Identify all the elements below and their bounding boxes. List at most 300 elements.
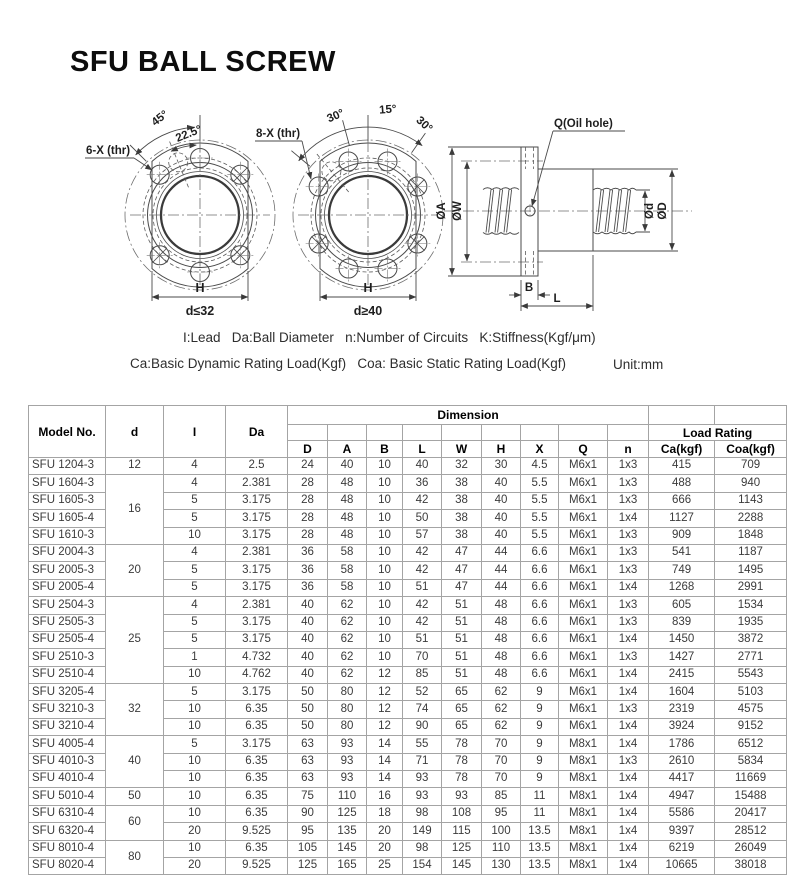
cell-dim: 40 [288,597,328,614]
cell-dim: 1x3 [608,492,649,509]
cell-model: SFU 8010-4 [29,840,106,857]
cell-dim: 47 [442,579,482,596]
cell-dim: 40 [482,492,521,509]
cell-coa: 2288 [715,510,787,527]
cell-dim: M6x1 [559,718,608,735]
cell-da: 3.175 [226,579,288,596]
header-spacer [521,425,559,441]
cell-dim: 9 [521,718,559,735]
cell-dim: 5.5 [521,492,559,509]
cell-dim: 149 [403,823,442,840]
cell-dim: 10 [367,510,403,527]
cell-lead: 10 [164,753,226,770]
cell-coa: 5103 [715,684,787,701]
cell-da: 2.381 [226,475,288,492]
cell-coa: 20417 [715,805,787,822]
cell-dim: 70 [482,736,521,753]
cell-dim: 40 [403,458,442,475]
cell-da: 6.35 [226,753,288,770]
header-spacer [715,406,787,425]
cell-model: SFU 3205-4 [29,684,106,701]
cell-dim: 40 [288,666,328,683]
cell-coa: 2771 [715,649,787,666]
page-title: SFU BALL SCREW [70,46,336,78]
cell-ca: 1127 [649,510,715,527]
cell-dim: 36 [403,475,442,492]
cell-lead: 10 [164,788,226,805]
header-dim-col: Q [559,441,608,458]
cell-model: SFU 5010-4 [29,788,106,805]
cell-dim: 80 [328,684,367,701]
cell-dim: M8x1 [559,805,608,822]
flange-front-view-8 [255,103,443,318]
cell-coa: 6512 [715,736,787,753]
bolt-holes-6 [147,145,254,285]
cell-dim: 50 [403,510,442,527]
header-da: Da [226,406,288,458]
cell-dim: 10 [367,614,403,631]
cell-dim: 95 [482,805,521,822]
cell-da: 6.35 [226,771,288,788]
cell-model: SFU 4010-3 [29,753,106,770]
h-dim-label-right: H [363,281,373,295]
spec-table [28,405,787,875]
cell-ca: 4417 [649,771,715,788]
header-dim-col: W [442,441,482,458]
cell-dim: 93 [328,771,367,788]
condition-label-right: d≥40 [353,304,383,318]
cell-dim: 1x3 [608,597,649,614]
cell-dim: 28 [288,510,328,527]
cell-lead: 5 [164,736,226,753]
cell-lead: 4 [164,544,226,561]
header-dim-col: A [328,441,367,458]
dia-d-small-label: Ød [644,203,656,219]
cell-lead: 20 [164,823,226,840]
cell-model: SFU 3210-4 [29,718,106,735]
cell-dim: 78 [442,753,482,770]
cell-dim: 44 [482,562,521,579]
cell-coa: 4575 [715,701,787,718]
cell-dim: 40 [288,649,328,666]
header-dim-col: n [608,441,649,458]
cell-ca: 1604 [649,684,715,701]
cell-dim: 36 [288,544,328,561]
cell-dim: 9 [521,753,559,770]
cell-dim: M6x1 [559,562,608,579]
cell-dim: 12 [367,701,403,718]
cell-dim: M6x1 [559,510,608,527]
cell-d: 25 [106,597,164,684]
cell-dim: 1x3 [608,527,649,544]
cell-dim: 20 [367,823,403,840]
cell-dim: 13.5 [521,840,559,857]
cell-dim: 1x4 [608,579,649,596]
cell-dim: 10 [367,562,403,579]
cell-dim: 70 [482,753,521,770]
cell-dim: M8x1 [559,788,608,805]
cell-d: 32 [106,684,164,736]
cell-model: SFU 4010-4 [29,771,106,788]
cell-da: 3.175 [226,614,288,631]
cell-dim: 51 [403,579,442,596]
cell-coa: 5543 [715,666,787,683]
cell-dim: 93 [442,788,482,805]
cell-dim: M8x1 [559,840,608,857]
cell-dim: 14 [367,736,403,753]
cell-dim: 125 [288,857,328,874]
cell-dim: 10 [367,649,403,666]
cell-dim: 93 [403,788,442,805]
cell-dim: 51 [442,597,482,614]
condition-label-left: d≤32 [185,304,215,318]
cell-dim: 36 [288,562,328,579]
cell-dim: 63 [288,753,328,770]
cell-dim: 130 [482,857,521,874]
cell-da: 6.35 [226,805,288,822]
cell-dim: 10 [367,544,403,561]
cell-dim: 42 [403,597,442,614]
cell-dim: 42 [403,562,442,579]
cell-dim: 98 [403,840,442,857]
cell-ca: 10665 [649,857,715,874]
cell-ca: 488 [649,475,715,492]
cell-dim: 28 [288,492,328,509]
cell-dim: 10 [367,458,403,475]
cell-lead: 5 [164,684,226,701]
cell-dim: 28 [288,475,328,492]
cell-dim: 48 [328,527,367,544]
cell-dim: M6x1 [559,701,608,718]
cell-dim: 12 [367,684,403,701]
cell-coa: 940 [715,475,787,492]
cell-dim: 6.6 [521,544,559,561]
cell-dim: 50 [288,718,328,735]
cell-dim: M6x1 [559,579,608,596]
cell-dim: 5.5 [521,527,559,544]
angle-label-30-right: 30° [413,114,435,136]
cell-dim: 1x3 [608,614,649,631]
cell-dim: 38 [442,510,482,527]
cell-dim: 80 [328,701,367,718]
cell-dim: 13.5 [521,823,559,840]
cell-model: SFU 1604-3 [29,475,106,492]
cell-dim: 125 [328,805,367,822]
cell-dim: 16 [367,788,403,805]
cell-dim: 30 [482,458,521,475]
cell-dim: 1x3 [608,544,649,561]
cell-dim: 6.6 [521,649,559,666]
cell-da: 3.175 [226,736,288,753]
cell-coa: 1848 [715,527,787,544]
cell-dim: M6x1 [559,492,608,509]
cell-coa: 11669 [715,771,787,788]
legend-line-2: Ca:Basic Dynamic Rating Load(Kgf) Coa: Basic Static Rating Load(Kgf) [130,356,566,371]
header-spacer [482,425,521,441]
cell-lead: 4 [164,597,226,614]
cell-dim: 1x3 [608,701,649,718]
cell-lead: 10 [164,805,226,822]
cell-coa: 28512 [715,823,787,840]
cell-ca: 9397 [649,823,715,840]
cell-dim: 50 [288,701,328,718]
cell-dim: 9 [521,771,559,788]
cell-dim: 38 [442,492,482,509]
cell-dim: 145 [328,840,367,857]
cell-dim: 50 [288,684,328,701]
cell-dim: 93 [328,736,367,753]
header-spacer [442,425,482,441]
cell-da: 3.175 [226,562,288,579]
cell-dim: 80 [328,718,367,735]
table-row [29,805,787,822]
cell-da: 9.525 [226,823,288,840]
cell-dim: 51 [442,631,482,648]
cell-dim: 58 [328,544,367,561]
cell-coa: 1534 [715,597,787,614]
cell-dim: 1x4 [608,631,649,648]
cell-dim: 42 [403,544,442,561]
cell-d: 20 [106,544,164,596]
dia-d-big-label: ØD [657,202,669,220]
nut-side-view [436,118,692,311]
header-spacer [403,425,442,441]
cell-dim: 18 [367,805,403,822]
cell-dim: M6x1 [559,544,608,561]
header-model: Model No. [29,406,106,458]
table-row [29,788,787,805]
spec-table-head [29,406,787,458]
cell-ca: 5586 [649,805,715,822]
cell-dim: 36 [288,579,328,596]
cell-dim: 6.6 [521,631,559,648]
header-dim-col: X [521,441,559,458]
dia-a-label: ØA [436,202,448,220]
cell-dim: 57 [403,527,442,544]
cell-dim: 105 [288,840,328,857]
cell-da: 3.175 [226,510,288,527]
cell-dim: 10 [367,597,403,614]
cell-dim: 47 [442,544,482,561]
cell-dim: 40 [288,614,328,631]
cell-dim: 63 [288,736,328,753]
cell-dim: 48 [482,597,521,614]
oil-hole-label: Q(Oil hole) [554,118,613,130]
cell-model: SFU 1610-3 [29,527,106,544]
cell-lead: 4 [164,458,226,475]
cell-dim: 1x4 [608,788,649,805]
cell-dim: 5.5 [521,510,559,527]
cell-dim: 93 [328,753,367,770]
cell-dim: 48 [328,475,367,492]
cell-lead: 5 [164,614,226,631]
cell-dim: 100 [482,823,521,840]
cell-model: SFU 2004-3 [29,544,106,561]
cell-dim: 75 [288,788,328,805]
cell-dim: 125 [442,840,482,857]
header-spacer [367,425,403,441]
cell-dim: 74 [403,701,442,718]
cell-dim: 40 [482,475,521,492]
cell-model: SFU 1605-4 [29,510,106,527]
cell-d: 12 [106,458,164,475]
cell-d: 40 [106,736,164,788]
cell-dim: 40 [328,458,367,475]
cell-lead: 5 [164,510,226,527]
cell-dim: 9 [521,684,559,701]
cell-dim: 58 [328,562,367,579]
cell-dim: 32 [442,458,482,475]
table-row [29,544,787,561]
unit-label: Unit:mm [613,357,664,372]
cell-dim: 1x3 [608,562,649,579]
cell-dim: 4.5 [521,458,559,475]
header-load-col: Ca(kgf) [649,441,715,458]
cell-dim: M6x1 [559,614,608,631]
header-row-1 [29,406,787,425]
cell-lead: 1 [164,649,226,666]
cell-model: SFU 2005-3 [29,562,106,579]
cell-model: SFU 6320-4 [29,823,106,840]
cell-dim: 55 [403,736,442,753]
cell-dim: 71 [403,753,442,770]
cell-dim: 1x3 [608,649,649,666]
cell-dim: M8x1 [559,771,608,788]
cell-dim: 90 [403,718,442,735]
cell-dim: M6x1 [559,649,608,666]
cell-dim: M6x1 [559,684,608,701]
cell-dim: 1x3 [608,753,649,770]
table-row [29,736,787,753]
cell-dim: 9 [521,701,559,718]
cell-lead: 5 [164,631,226,648]
cell-dim: 110 [482,840,521,857]
header-spacer [328,425,367,441]
cell-dim: 42 [403,492,442,509]
angle-label-30-left: 30° [325,107,347,126]
cell-dim: 1x4 [608,666,649,683]
cell-da: 6.35 [226,788,288,805]
cell-da: 3.175 [226,631,288,648]
cell-dim: 40 [482,510,521,527]
cell-dim: M6x1 [559,527,608,544]
cell-dim: 51 [403,631,442,648]
cell-dim: 51 [442,614,482,631]
cell-dim: 1x4 [608,736,649,753]
cell-da: 4.762 [226,666,288,683]
cell-d: 16 [106,475,164,545]
cell-dim: 165 [328,857,367,874]
cell-ca: 605 [649,597,715,614]
cell-dim: 47 [442,562,482,579]
cell-dim: 51 [442,666,482,683]
l-dim-label: L [553,293,561,305]
cell-dim: 38 [442,527,482,544]
cell-coa: 26049 [715,840,787,857]
header-spacer [649,406,715,425]
cell-dim: 11 [521,788,559,805]
cell-dim: 78 [442,771,482,788]
cell-dim: 10 [367,527,403,544]
cell-coa: 38018 [715,857,787,874]
cell-ca: 1268 [649,579,715,596]
cell-coa: 2991 [715,579,787,596]
cell-model: SFU 3210-3 [29,701,106,718]
cell-coa: 1495 [715,562,787,579]
cell-model: SFU 2510-4 [29,666,106,683]
cell-ca: 839 [649,614,715,631]
cell-dim: 62 [482,701,521,718]
cell-dim: 62 [328,649,367,666]
cell-lead: 4 [164,475,226,492]
cell-da: 6.35 [226,840,288,857]
cell-dim: 108 [442,805,482,822]
cell-lead: 10 [164,701,226,718]
cell-da: 3.175 [226,684,288,701]
technical-drawing [40,95,800,335]
header-spacer [288,425,328,441]
cell-dim: 24 [288,458,328,475]
cell-dim: M6x1 [559,666,608,683]
cell-dim: 38 [442,475,482,492]
header-dim-col: H [482,441,521,458]
cell-dim: M8x1 [559,753,608,770]
b-dim-label: B [524,282,534,294]
cell-dim: M6x1 [559,631,608,648]
cell-dim: M8x1 [559,857,608,874]
cell-coa: 3872 [715,631,787,648]
cell-dim: 11 [521,805,559,822]
cell-dim: 10 [367,475,403,492]
cell-dim: M8x1 [559,823,608,840]
cell-dim: 42 [403,614,442,631]
cell-dim: 1x4 [608,805,649,822]
cell-dim: 48 [482,649,521,666]
cell-lead: 10 [164,840,226,857]
header-lead: I [164,406,226,458]
cell-da: 9.525 [226,857,288,874]
cell-coa: 5834 [715,753,787,770]
cell-da: 6.35 [226,718,288,735]
cell-coa: 15488 [715,788,787,805]
cell-dim: 25 [367,857,403,874]
angle-label-22-5: 22.5° [174,123,204,145]
cell-dim: 154 [403,857,442,874]
cell-dim: 1x3 [608,475,649,492]
cell-dim: 10 [367,492,403,509]
cell-dim: 65 [442,701,482,718]
cell-dim: 95 [288,823,328,840]
cell-dim: 62 [328,666,367,683]
cell-dim: 48 [328,492,367,509]
angle-label-15: 15° [378,103,397,117]
table-row [29,597,787,614]
cell-ca: 666 [649,492,715,509]
cell-dim: 48 [482,666,521,683]
cell-ca: 1427 [649,649,715,666]
cell-da: 2.381 [226,544,288,561]
cell-coa: 9152 [715,718,787,735]
cell-dim: 6.6 [521,579,559,596]
cell-dim: 44 [482,544,521,561]
cell-dim: 78 [442,736,482,753]
cell-dim: M6x1 [559,597,608,614]
header-d: d [106,406,164,458]
cell-coa: 1935 [715,614,787,631]
cell-coa: 709 [715,458,787,475]
cell-dim: 14 [367,771,403,788]
cell-ca: 4947 [649,788,715,805]
